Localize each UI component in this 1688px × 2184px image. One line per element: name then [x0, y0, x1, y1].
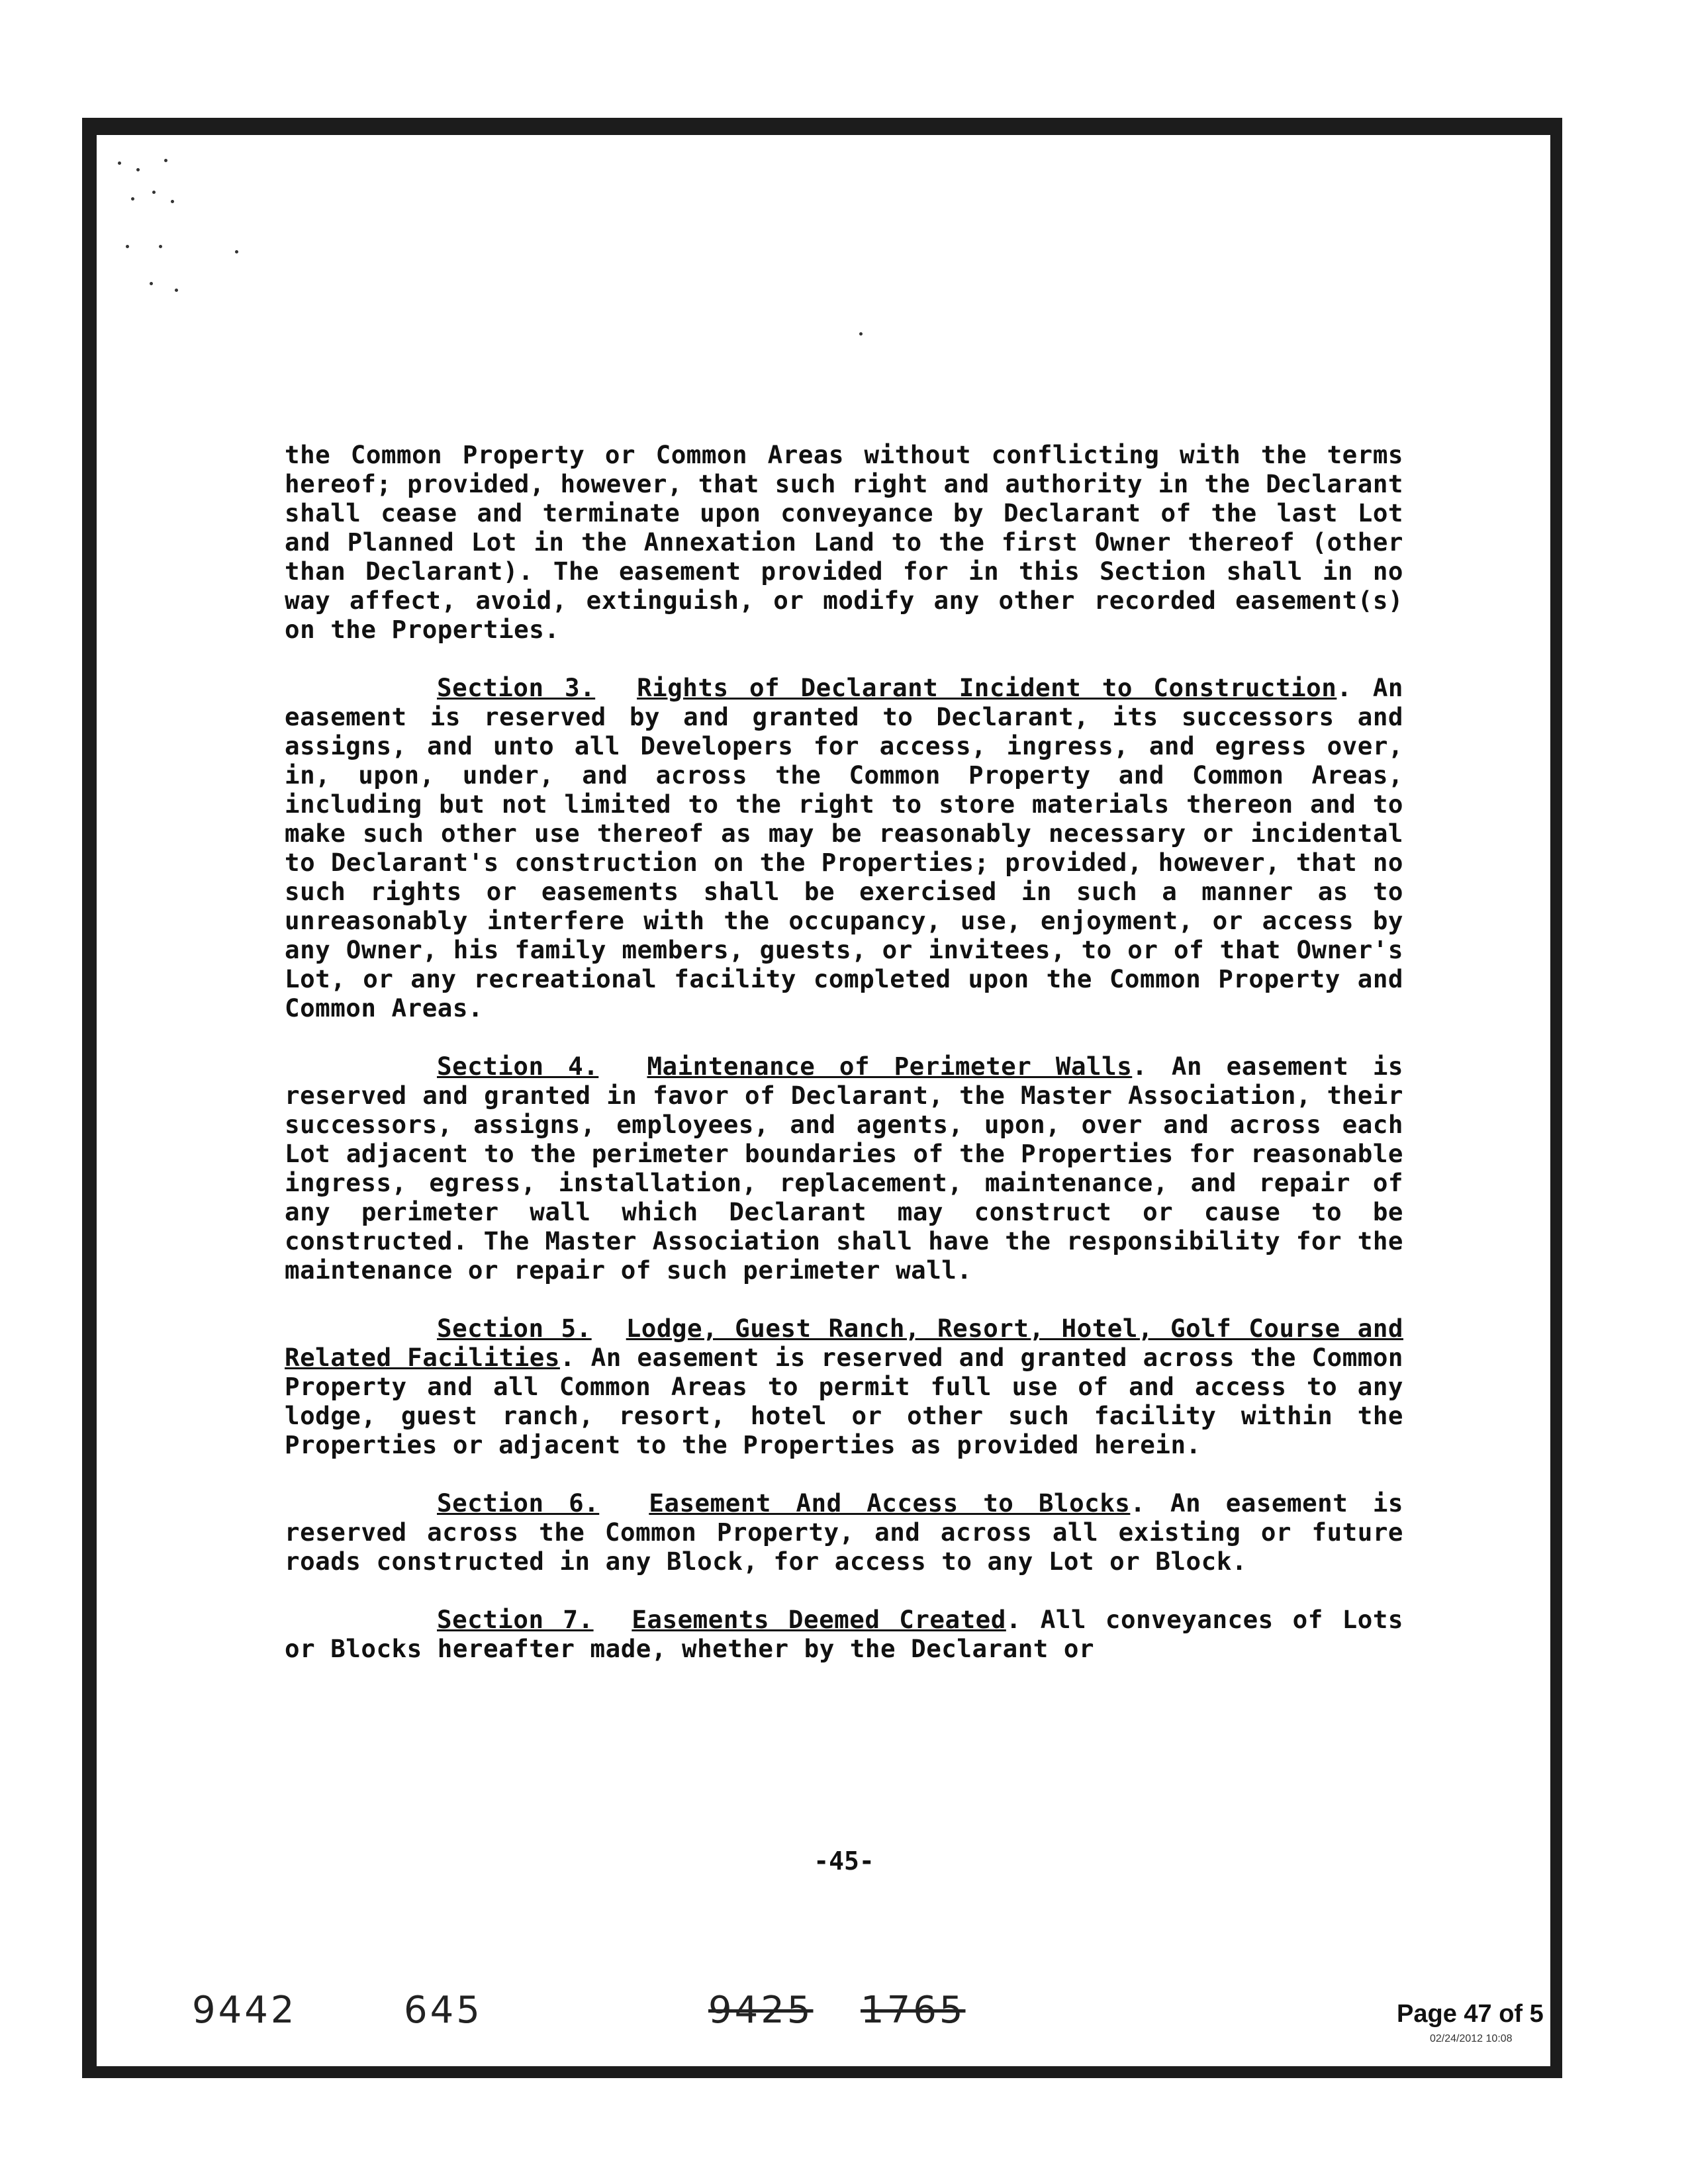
recording-book: 9442	[192, 1989, 297, 2032]
section-4: Section 4. Maintenance of Perimeter Walls. An easement is reserved and granted in favor of Declarant, the Master Association, their successors, assigns, employees, and agents, upon, over and across each Lot adjacent to the perimeter boundaries of the Properties for reasonable ingress, egress, installation, replacement, maintenance, and repair of any perimeter wall which Declarant may construct or cause to be constructed. The Master Association shall have the responsibility for the maintenance or repair of such perimeter wall.	[285, 1052, 1404, 1285]
old-recording-book: 9425	[708, 1989, 814, 2032]
section-4-title: Maintenance of Perimeter Walls	[647, 1052, 1133, 1081]
section-3-number: Section 3.	[437, 673, 596, 702]
section-3-text: An easement is reserved by and granted to Declarant, its successors and assigns, and unto all Developers for access, ingress, and egress over, in, upon, under, and across the Common Property and Common Areas, including but not limited to the right to store materials thereon and to make such other use thereof as may be reasonably necessary or incidental to Declarant's construction on the Properties; provided, however, that no such rights or easements shall be exercised in such a manner as to unreasonably interfere with the occupancy, use, enjoyment, or access by any Owner, his family members, guests, or invitees, to or of that Owner's Lot, or any recreational facility completed upon the Common Property and Common Areas.	[285, 673, 1404, 1023]
section-5-number: Section 5.	[437, 1314, 592, 1343]
section-3: Section 3. Rights of Declarant Incident to Construction. An easement is reserved by and granted to Declarant, its successors and assigns, and unto all Developers for access, ingress, and egress over, in, upon, under, and across the Common Property and Common Areas, including but not limited to the right to store materials thereon and to make such other use thereof as may be reasonably necessary or incidental to Declarant's construction on the Properties; provided, however, that no such rights or easements shall be exercised in such a manner as to unreasonably interfere with the occupancy, use, enjoyment, or access by any Owner, his family members, guests, or invitees, to or of that Owner's Lot, or any recreational facility completed upon the Common Property and Common Areas.	[285, 673, 1404, 1023]
section-4-text: An easement is reserved and granted in favor of Declarant, the Master Association, their successors, assigns, employees, and agents, upon, over and across each Lot adjacent to the perimeter boundaries of the Properties for reasonable ingress, egress, installation, replacement, maintenance, and repair of any perimeter wall which Declarant may construct or cause to be constructed. The Master Association shall have the responsibility for the maintenance or repair of such perimeter wall.	[285, 1052, 1404, 1285]
section-3-title: Rights of Declarant Incident to Construction	[637, 673, 1337, 702]
section-6-title: Easement And Access to Blocks	[649, 1488, 1131, 1518]
page-of-label: Page 47 of 5	[1397, 2000, 1544, 2028]
section-5: Section 5. Lodge, Guest Ranch, Resort, Hotel, Golf Course and Related Facilities. An easement is reserved and granted across the Common Property and all Common Areas to permit full use of and access to any lodge, guest ranch, resort, hotel or other such facility within the Properties or adjacent to the Properties as provided herein.	[285, 1314, 1404, 1459]
section-6-number: Section 6.	[437, 1488, 600, 1518]
page-number: -45-	[814, 1846, 874, 1876]
paragraph-continuation: the Common Property or Common Areas without conflicting with the terms hereof; provided, however, that such right and authority in the Declarant shall cease and terminate upon conveyance by Declarant of the last Lot and Planned Lot in the Annexation Land to the first Owner thereof (other than Declarant). The easement provided for in this Section shall in no way affect, avoid, extinguish, or modify any other recorded easement(s) on the Properties.	[285, 440, 1403, 644]
footer-date: 02/24/2012 10:08	[1430, 2033, 1513, 2044]
section-4-number: Section 4.	[437, 1052, 599, 1081]
document-body	[285, 440, 1403, 1663]
section-5-text: An easement is reserved and granted across the Common Property and all Common Areas to permit full use of and access to any lodge, guest ranch, resort, hotel or other such facility within the Properties or adjacent to the Properties as provided herein.	[285, 1343, 1404, 1459]
section-7-number: Section 7.	[437, 1605, 594, 1634]
section-7: Section 7. Easements Deemed Created. All conveyances of Lots or Blocks hereafter made, whether by the Declarant or	[285, 1605, 1403, 1663]
section-7-title: Easements Deemed Created	[632, 1605, 1006, 1634]
recording-page: 645	[404, 1989, 483, 2032]
section-5-title: Lodge, Guest Ranch, Resort, Hotel, Golf Course and Related Facilities	[285, 1314, 1403, 1372]
old-recording-page: 1765	[861, 1989, 966, 2032]
section-6-text: An easement is reserved across the Common Property, and across all existing or future roads constructed in any Block, for access to any Lot or Block.	[285, 1488, 1404, 1576]
section-6: Section 6. Easement And Access to Blocks. An easement is reserved across the Common Property, and across all existing or future roads constructed in any Block, for access to any Lot or Block.	[285, 1488, 1404, 1576]
section-7-text: All conveyances of Lots or Blocks hereafter made, whether by the Declarant or	[285, 1605, 1403, 1663]
